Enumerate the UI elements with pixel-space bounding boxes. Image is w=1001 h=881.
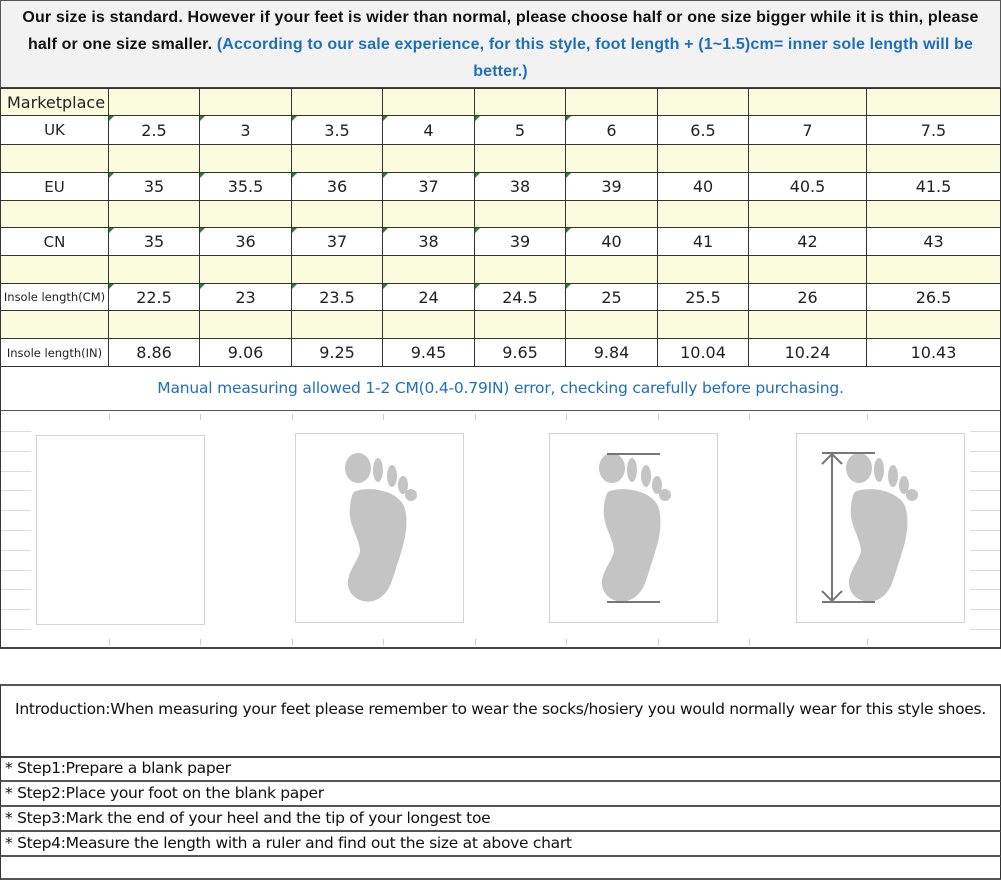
- cell: 22.5: [109, 284, 200, 311]
- cell: 3: [200, 116, 292, 145]
- measuring-introduction: Introduction:When measuring your feet please remember to wear the socks/hosiery you would normally wear for this style shoes.: [0, 684, 1001, 758]
- footprint-measure-icon: [797, 434, 966, 624]
- cell: 35: [109, 173, 200, 201]
- cell: 9.06: [200, 339, 292, 367]
- row-label-uk: UK: [1, 116, 109, 145]
- cell: 42: [749, 228, 867, 256]
- ruler-ticks-right: [970, 431, 1000, 649]
- cell: 10.43: [867, 339, 1001, 367]
- marketplace-label: Marketplace: [1, 89, 109, 116]
- step-4: * Step4:Measure the length with a ruler and find out the size at above chart: [0, 832, 1001, 857]
- cell: 38: [475, 173, 566, 201]
- cell: 25: [566, 284, 658, 311]
- size-chart-table: [0, 88, 1001, 367]
- cell: 24.5: [475, 284, 566, 311]
- cell: 40.5: [749, 173, 867, 201]
- cell: 5: [475, 116, 566, 145]
- cell: 26.5: [867, 284, 1001, 311]
- step-1: * Step1:Prepare a blank paper: [0, 757, 1001, 782]
- cell: 26: [749, 284, 867, 311]
- cell: 9.65: [475, 339, 566, 367]
- table-row-insole-cm: [1, 284, 1001, 311]
- cell: 39: [475, 228, 566, 256]
- cell: 24: [383, 284, 475, 311]
- table-row-cn: [1, 228, 1001, 256]
- cell: 38: [383, 228, 475, 256]
- cell: 43: [867, 228, 1001, 256]
- cell: 41: [658, 228, 749, 256]
- cell: 9.45: [383, 339, 475, 367]
- cell: 23: [200, 284, 292, 311]
- size-advice-tip: (According to our sale experience, for this style, foot length + (1~1.5)cm= inner sole length will be better.): [216, 36, 974, 80]
- cell: 10.24: [749, 339, 867, 367]
- spacer-row: [1, 201, 1001, 228]
- row-label-eu: EU: [1, 173, 109, 201]
- blank-row: [0, 857, 1001, 880]
- cell: 35: [109, 228, 200, 256]
- spacer-row: [1, 145, 1001, 173]
- blank-paper-panel: [36, 435, 205, 625]
- table-row-uk: [1, 116, 1001, 145]
- measurement-error-note: Manual measuring allowed 1-2 CM(0.4-0.79IN) error, checking carefully before purchasing.: [0, 366, 1001, 412]
- row-label-insole-in: Insole length(IN): [1, 339, 109, 367]
- cell: 7.5: [867, 116, 1001, 145]
- cell: 40: [658, 173, 749, 201]
- step-3: * Step3:Mark the end of your heel and the tip of your longest toe: [0, 807, 1001, 832]
- cell: 10.04: [658, 339, 749, 367]
- cell: 6: [566, 116, 658, 145]
- cell: 36: [200, 228, 292, 256]
- cell: 7: [749, 116, 867, 145]
- size-advice-text: Our size is standard. However if your feet is wider than normal, please choose half or one size bigger while it is thin, please half or one size smaller.: [22, 9, 979, 53]
- footprint-marked-icon: [550, 434, 719, 624]
- cell: 6.5: [658, 116, 749, 145]
- foot-on-paper-panel: [295, 433, 464, 623]
- cell: 9.25: [292, 339, 383, 367]
- spacer-row: [1, 256, 1001, 284]
- table-row-eu: [1, 173, 1001, 201]
- marketplace-row: [1, 89, 1001, 116]
- row-label-insole-cm: Insole length(CM): [1, 284, 109, 311]
- cell: 36: [292, 173, 383, 201]
- row-label-cn: CN: [1, 228, 109, 256]
- cell: 39: [566, 173, 658, 201]
- cell: 37: [292, 228, 383, 256]
- cell: 8.86: [109, 339, 200, 367]
- cell: 3.5: [292, 116, 383, 145]
- cell: 25.5: [658, 284, 749, 311]
- measuring-steps: [0, 757, 1001, 880]
- measure-length-panel: [796, 433, 965, 623]
- ruler-ticks-left: [1, 431, 31, 649]
- cell: 40: [566, 228, 658, 256]
- cell: 41.5: [867, 173, 1001, 201]
- step-2: * Step2:Place your foot on the blank paper: [0, 782, 1001, 807]
- cell: 37: [383, 173, 475, 201]
- cell: 4: [383, 116, 475, 145]
- cell: 23.5: [292, 284, 383, 311]
- cell: 2.5: [109, 116, 200, 145]
- spacer-row: [1, 311, 1001, 339]
- size-advice-header: [0, 0, 1001, 89]
- cell: 9.84: [566, 339, 658, 367]
- footprint-icon: [296, 434, 465, 624]
- mark-heel-toe-panel: [549, 433, 718, 623]
- cell: 35.5: [200, 173, 292, 201]
- table-row-insole-in: [1, 339, 1001, 367]
- measuring-illustration: [0, 411, 1001, 649]
